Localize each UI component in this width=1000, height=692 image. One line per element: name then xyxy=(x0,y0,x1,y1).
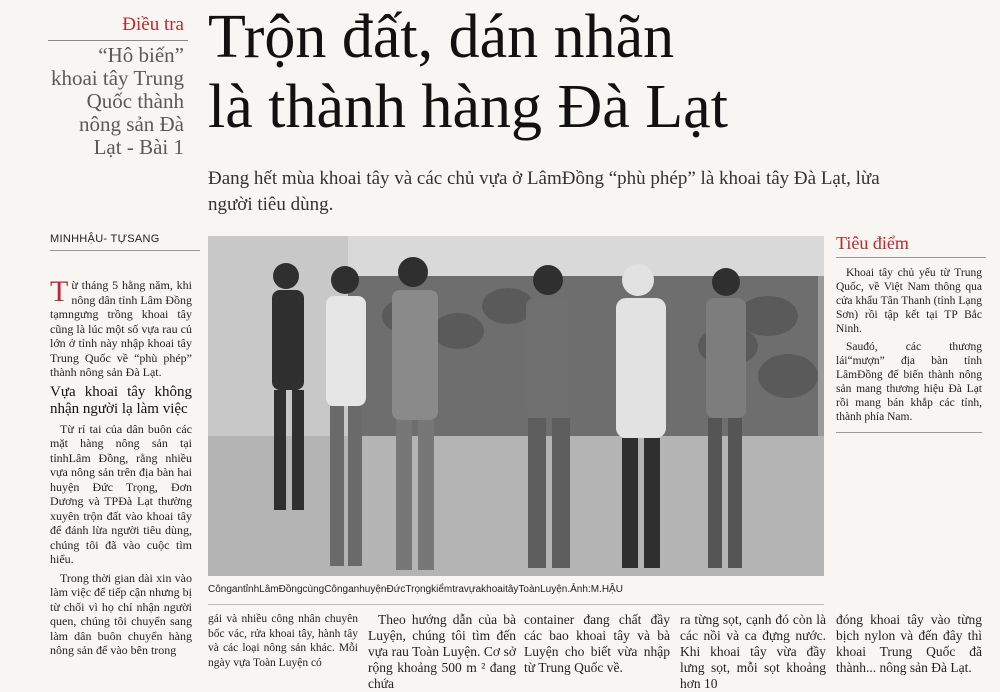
article-title xyxy=(208,2,988,142)
divider xyxy=(48,40,188,41)
warehouse-inspection-photo xyxy=(208,236,824,576)
paragraph: Trong thời gian dài xin vào làm việc để tiếp cận nhưng bị từ chối vì họ chỉ nhận người quen, chúng tôi chuyển sang làm dân buôn chuyển hàng nông sản để vào bên trong xyxy=(50,570,192,657)
article-lead: Đang hết mùa khoai tây và các chủ vựa ở LâmĐồng “phù phép” là khoai tây Đà Lạt, lừa người tiêu dùng. xyxy=(208,168,880,215)
title-line-2: là thành hàng Đà Lạt xyxy=(208,73,728,141)
title-line-1: Trộn đất, dán nhãn xyxy=(208,3,675,71)
article-column-3: Theo hướng dẫn của bà Luyện, chúng tôi tìm đến vựa rau Toàn Luyện. Cơ sở rộng khoảng 500 m ² đang chứa xyxy=(368,612,516,691)
article-column-4: container đang chất đầy các bao khoai tây và bà Luyện cho biết vừa nhập từ Trung Quốc về. xyxy=(524,612,670,675)
series-headline: “Hô biến” khoai tây Trung Quốc thành nông sản Đà Lạt - Bài 1 xyxy=(50,43,184,159)
section-kicker: Điều tra xyxy=(122,14,184,35)
divider xyxy=(208,604,824,605)
sidebar-box xyxy=(836,266,982,433)
drop-cap: T xyxy=(50,275,69,308)
paragraph: Khoai tây chủ yếu từ Trung Quốc, về Việt Nam thông qua cửa khẩu Tân Thanh (tỉnh Lạng Sơn) rồi tập kết tại TP Bắc Ninh. xyxy=(836,267,982,335)
article-column-6: đóng khoai tây vào từng bịch nylon và đến đây thì khoai Trung Quốc đã thành... nông sản Đà Lạt. xyxy=(836,612,982,675)
news-photo xyxy=(208,236,824,576)
article-column-5: ra từng sọt, cạnh đó còn là các nồi và ca đựng nước. Khi khoai tây vừa đầy lưng sọt, mỗi sọt khoảng hơn 10 xyxy=(680,612,826,691)
paragraph: Sauđó, các thương lái“mượn” địa bàn tỉnh LâmĐồng để biến thành nông sản mang thương hiệu Đà Lạt rồi mang bán khắp các tỉnh, thành phía Nam. xyxy=(836,341,982,423)
subheading: Vựa khoai tây không nhận người lạ làm việc xyxy=(50,383,192,417)
paragraph: ừ tháng 5 hằng năm, khi nông dân tỉnh Lâm Đồng tạmngưng trồng khoai tây cũng là lúc một số vựa rau củ lớn ở tỉnh này nhập khoai tây Trung Quốc về “phù phép” thành nông sản Đà Lạt. xyxy=(50,278,192,379)
article-column-1 xyxy=(50,275,192,662)
paragraph: Từ rỉ tai của dân buôn các mặt hàng nông sản tại tỉnhLâm Đồng, rằng nhiều vựa nông sản trên địa bàn hai huyện Đức Trọng, Đơn Dương và TPĐà Lạt thường xuyên trộn đất vào khoai tây để đánh lừa người tiêu dùng, chúng tôi đã vào cuộc tìm hiểu. xyxy=(50,421,192,566)
photo-caption: CôngantỉnhLâmĐồngcùngCônganhuyệnĐứcTrọngkiểmtravựakhoaitâyToànLuyện.Ảnh:M.HẬU xyxy=(208,584,623,595)
article-column-2: gái và nhiều công nhân chuyên bốc vác, rửa khoai tây, hành tây và các loại nông sản khác. Mỗi ngày vựa Toàn Luyện có xyxy=(208,613,358,669)
sidebar-box-title: Tiêu điểm xyxy=(836,233,986,258)
byline: MINHHẬU- TỰSANG xyxy=(50,233,200,251)
